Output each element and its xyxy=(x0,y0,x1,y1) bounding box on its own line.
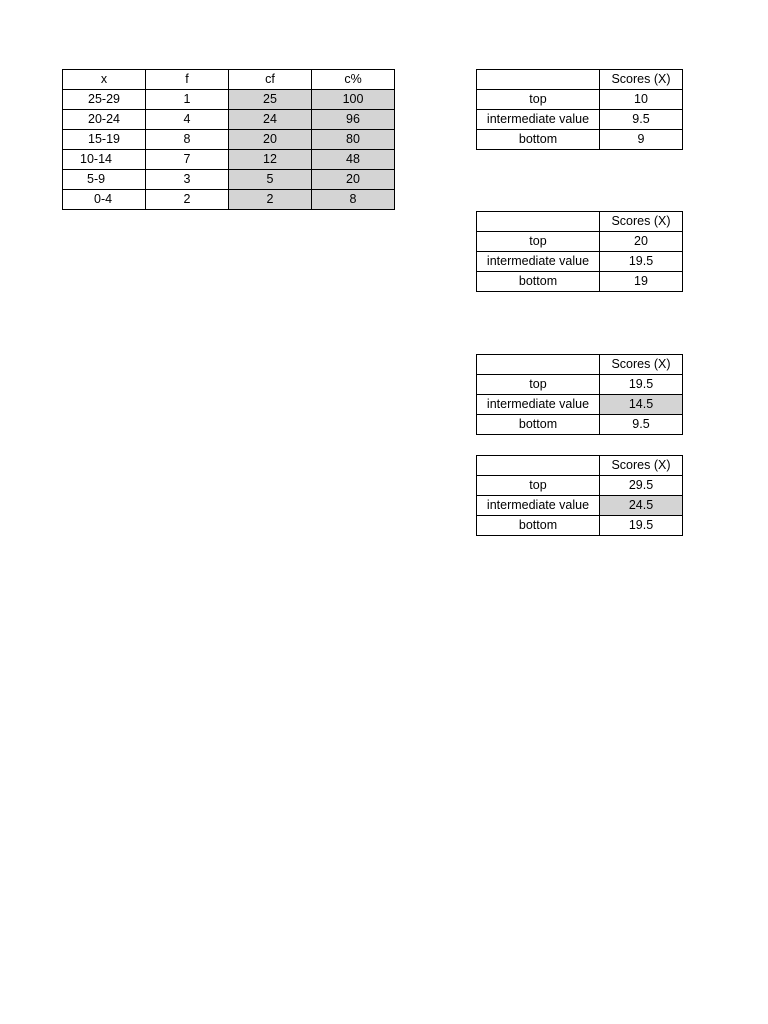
row-value: 10 xyxy=(600,90,683,110)
table-row xyxy=(477,375,683,395)
row-value: 29.5 xyxy=(600,476,683,496)
cell-cpercent: 96 xyxy=(312,110,395,130)
frequency-table-header-row xyxy=(63,70,395,90)
header-f: f xyxy=(146,70,229,90)
scores-header: Scores (X) xyxy=(600,456,683,476)
cell-cf: 20 xyxy=(229,130,312,150)
row-label: intermediate value xyxy=(477,110,600,130)
table-row xyxy=(63,130,395,150)
score-table-header-row xyxy=(477,456,683,476)
header-cf: cf xyxy=(229,70,312,90)
table-row xyxy=(63,90,395,110)
score-table xyxy=(476,455,683,536)
scores-header: Scores (X) xyxy=(600,212,683,232)
cell-cf: 12 xyxy=(229,150,312,170)
table-row xyxy=(63,190,395,210)
row-label: bottom xyxy=(477,516,600,536)
cell-cpercent: 80 xyxy=(312,130,395,150)
row-label: intermediate value xyxy=(477,252,600,272)
empty-header-cell xyxy=(477,70,600,90)
header-cpercent: c% xyxy=(312,70,395,90)
table-row xyxy=(63,170,395,190)
score-table-header-row xyxy=(477,355,683,375)
empty-header-cell xyxy=(477,456,600,476)
cell-cpercent: 48 xyxy=(312,150,395,170)
score-table xyxy=(476,354,683,435)
row-label: top xyxy=(477,232,600,252)
table-row xyxy=(477,252,683,272)
empty-header-cell xyxy=(477,212,600,232)
row-value: 24.5 xyxy=(600,496,683,516)
frequency-table xyxy=(62,69,395,210)
row-value: 19.5 xyxy=(600,516,683,536)
cell-cpercent: 100 xyxy=(312,90,395,110)
cell-x: 15-19 xyxy=(63,130,146,150)
score-table-header-row xyxy=(477,212,683,232)
table-row xyxy=(477,90,683,110)
cell-f: 8 xyxy=(146,130,229,150)
cell-cf: 2 xyxy=(229,190,312,210)
row-label: top xyxy=(477,476,600,496)
table-row xyxy=(477,415,683,435)
score-table xyxy=(476,211,683,292)
cell-x: 10-14 xyxy=(63,150,146,170)
row-value: 9.5 xyxy=(600,415,683,435)
cell-x: 0-4 xyxy=(63,190,146,210)
empty-header-cell xyxy=(477,355,600,375)
table-row xyxy=(477,395,683,415)
table-row xyxy=(63,150,395,170)
row-label: top xyxy=(477,90,600,110)
cell-cf: 5 xyxy=(229,170,312,190)
row-label: intermediate value xyxy=(477,496,600,516)
row-label: bottom xyxy=(477,272,600,292)
cell-f: 2 xyxy=(146,190,229,210)
scores-header: Scores (X) xyxy=(600,355,683,375)
row-value: 9 xyxy=(600,130,683,150)
cell-f: 3 xyxy=(146,170,229,190)
table-row xyxy=(477,476,683,496)
row-value: 9.5 xyxy=(600,110,683,130)
cell-cpercent: 8 xyxy=(312,190,395,210)
scores-header: Scores (X) xyxy=(600,70,683,90)
row-label: bottom xyxy=(477,130,600,150)
cell-cf: 25 xyxy=(229,90,312,110)
cell-cf: 24 xyxy=(229,110,312,130)
table-row xyxy=(477,272,683,292)
row-value: 14.5 xyxy=(600,395,683,415)
cell-f: 1 xyxy=(146,90,229,110)
row-value: 20 xyxy=(600,232,683,252)
cell-f: 4 xyxy=(146,110,229,130)
cell-x: 25-29 xyxy=(63,90,146,110)
table-row xyxy=(63,110,395,130)
row-value: 19.5 xyxy=(600,252,683,272)
table-row xyxy=(477,516,683,536)
table-row xyxy=(477,130,683,150)
row-value: 19 xyxy=(600,272,683,292)
row-label: bottom xyxy=(477,415,600,435)
row-label: intermediate value xyxy=(477,395,600,415)
header-x: x xyxy=(63,70,146,90)
table-row xyxy=(477,232,683,252)
row-value: 19.5 xyxy=(600,375,683,395)
cell-x: 5-9 xyxy=(63,170,146,190)
cell-f: 7 xyxy=(146,150,229,170)
table-row xyxy=(477,110,683,130)
score-table-header-row xyxy=(477,70,683,90)
row-label: top xyxy=(477,375,600,395)
table-row xyxy=(477,496,683,516)
cell-x: 20-24 xyxy=(63,110,146,130)
cell-cpercent: 20 xyxy=(312,170,395,190)
score-table xyxy=(476,69,683,150)
